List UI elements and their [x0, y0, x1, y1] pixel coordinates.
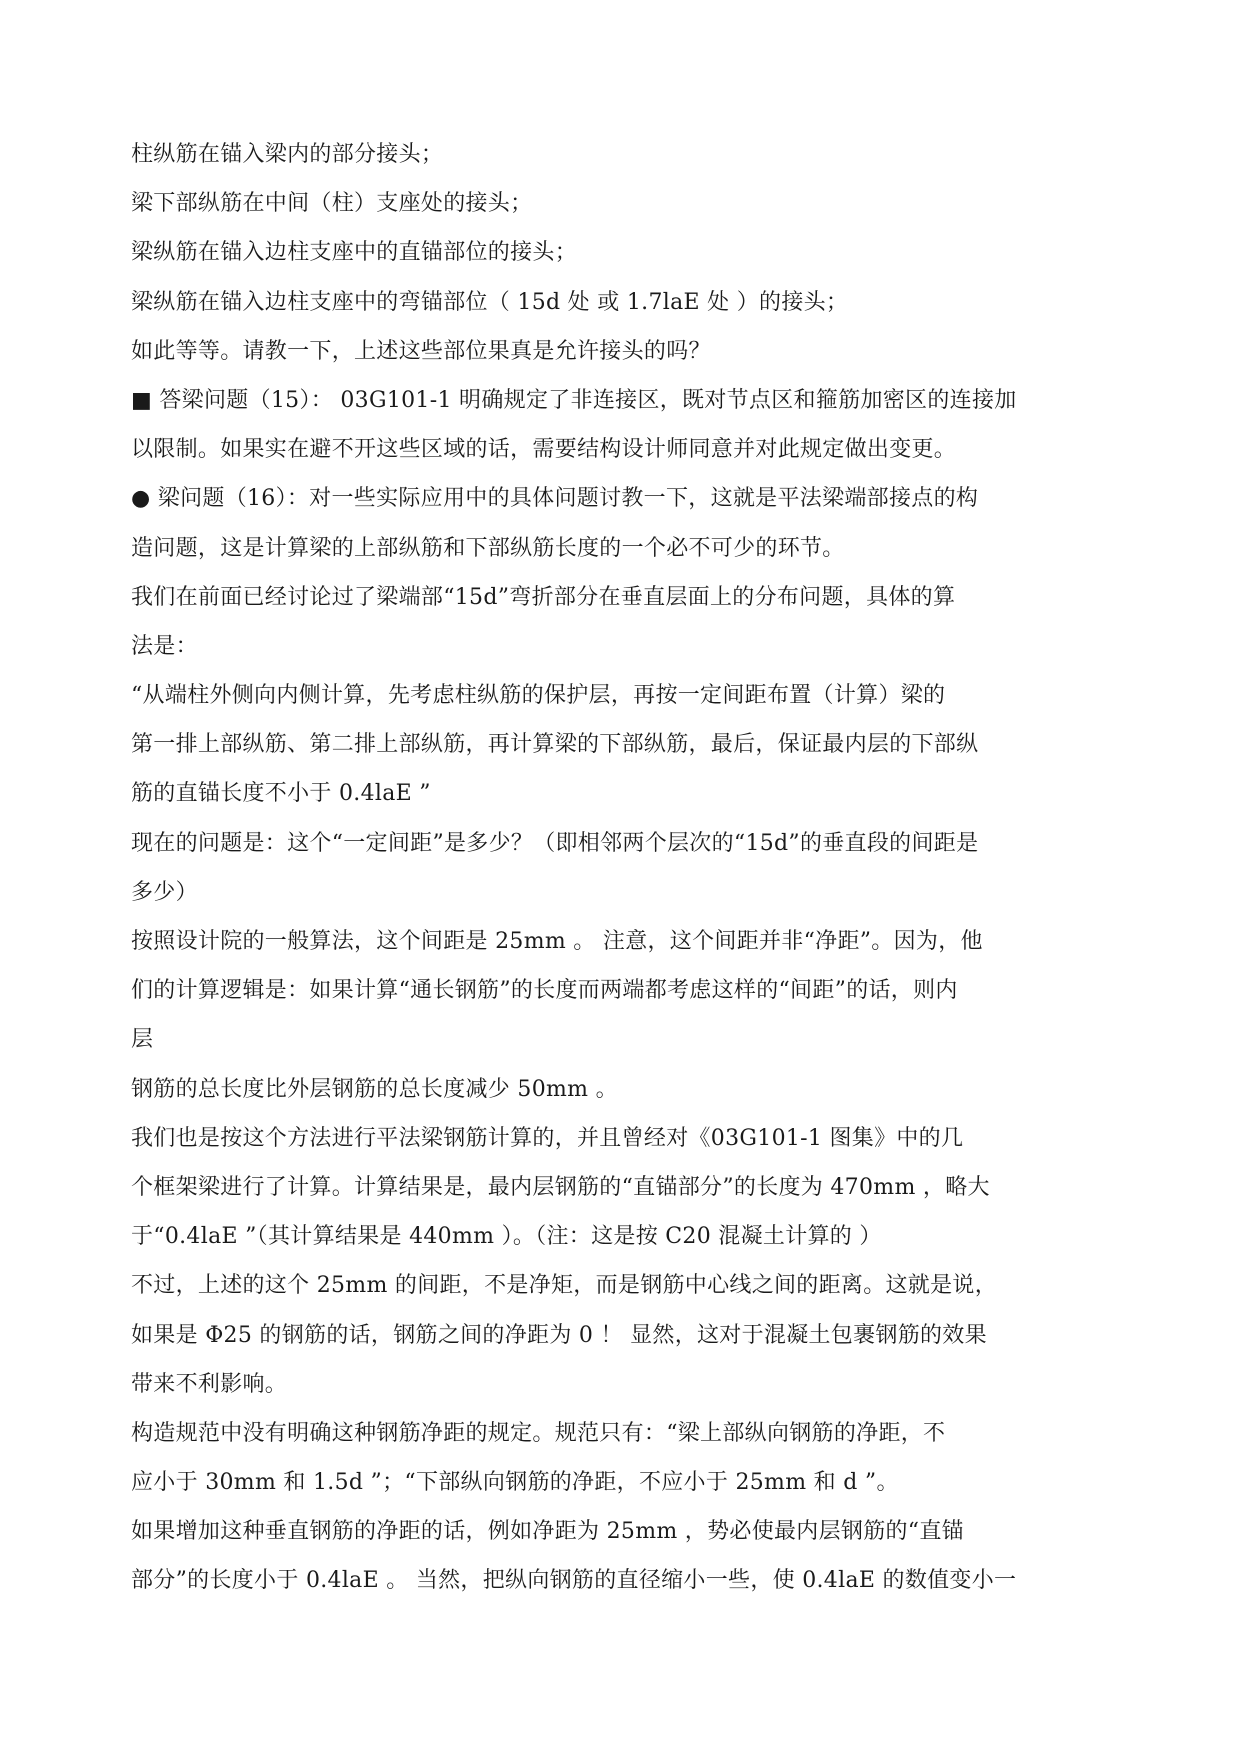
question-16-line: ● 梁问题（16）：对一些实际应用中的具体问题讨教一下，这就是平法梁端部接点的构: [131, 486, 979, 512]
text-line: 钢筋的总长度比外层钢筋的总长度减少 50mm 。: [131, 1076, 618, 1102]
text-line: 以限制。如果实在避不开这些区域的话，需要结构设计师同意并对此规定做出变更。: [131, 437, 957, 463]
text-line: 部分”的长度小于 0.4laE 。 当然，把纵向钢筋的直径缩小一些，使 0.4laE 的数值变小一: [131, 1568, 1017, 1594]
text-line: 如果增加这种垂直钢筋的净距的话，例如净距为 25mm ，势必使最内层钢筋的“直锚: [131, 1519, 964, 1545]
text-line: 层: [131, 1027, 154, 1053]
text-line: 按照设计院的一般算法，这个间距是 25mm 。 注意，这个间距并非“净距”。因为，他: [131, 929, 983, 954]
text-line: 多少）: [131, 879, 198, 905]
text-line: 现在的问题是：这个“一定间距”是多少？（即相邻两个层次的“15d”的垂直段的间距是: [131, 830, 979, 856]
text-line: 柱纵筋在锚入梁内的部分接头；: [131, 142, 444, 167]
text-line: 于“0.4laE ”（其计算结果是 440mm ）。（注：这是按 C20 混凝土计算的 ）: [131, 1224, 882, 1250]
quote-line: 第一排上部纵筋、第二排上部纵筋，再计算梁的下部纵筋，最后，保证最内层的下部纵: [131, 732, 979, 758]
text-line: 梁下部纵筋在中间（柱）支座处的接头；: [131, 191, 533, 217]
text-line: 如此等等。请教一下，上述这些部位果真是允许接头的吗？: [131, 338, 711, 364]
quote-line: “从端柱外侧向内侧计算，先考虑柱纵筋的保护层，再按一定间距布置（计算）梁的: [131, 683, 946, 709]
text-line: 梁纵筋在锚入边柱支座中的直锚部位的接头；: [131, 240, 578, 266]
text-line: 构造规范中没有明确这种钢筋净距的规定。规范只有：“梁上部纵向钢筋的净距，不: [131, 1420, 946, 1446]
quote-line: 筋的直锚长度不小于 0.4laE ”: [131, 781, 431, 807]
text-line: 如果是 Φ25 的钢筋的话，钢筋之间的净距为 0 ！ 显然，这对于混凝土包裹钢筋的效果: [131, 1322, 987, 1348]
text-line: 应小于 30mm 和 1.5d ”；“下部纵向钢筋的净距，不应小于 25mm 和 d ”。: [131, 1470, 899, 1496]
text-line: 我们在前面已经讨论过了梁端部“15d”弯折部分在垂直层面上的分布问题，具体的算: [131, 584, 956, 610]
text-line: 个框架梁进行了计算。计算结果是，最内层钢筋的“直锚部分”的长度为 470mm ，略大: [131, 1174, 990, 1200]
text-line: 带来不利影响。: [131, 1371, 288, 1397]
text-line: 我们也是按这个方法进行平法梁钢筋计算的，并且曾经对《03G101-1 图集》中的几: [131, 1125, 964, 1151]
text-line: 造问题，这是计算梁的上部纵筋和下部纵筋长度的一个必不可少的环节。: [131, 535, 845, 561]
text-line: 们的计算逻辑是：如果计算“通长钢筋”的长度而两端都考虑这样的“间距”的话，则内: [131, 978, 958, 1004]
document-body: [131, 130, 1121, 1606]
answer-15-line: ■ 答梁问题（15）： 03G101-1 明确规定了非连接区，既对节点区和箍筋加密区的连接加: [131, 387, 1017, 413]
text-line: 不过，上述的这个 25mm 的间距，不是净矩，而是钢筋中心线之间的距离。这就是说，: [131, 1273, 998, 1299]
text-line: 法是：: [131, 633, 198, 659]
text-line: 梁纵筋在锚入边柱支座中的弯锚部位（ 15d 处 或 1.7laE 处 ）的接头；: [131, 289, 849, 315]
